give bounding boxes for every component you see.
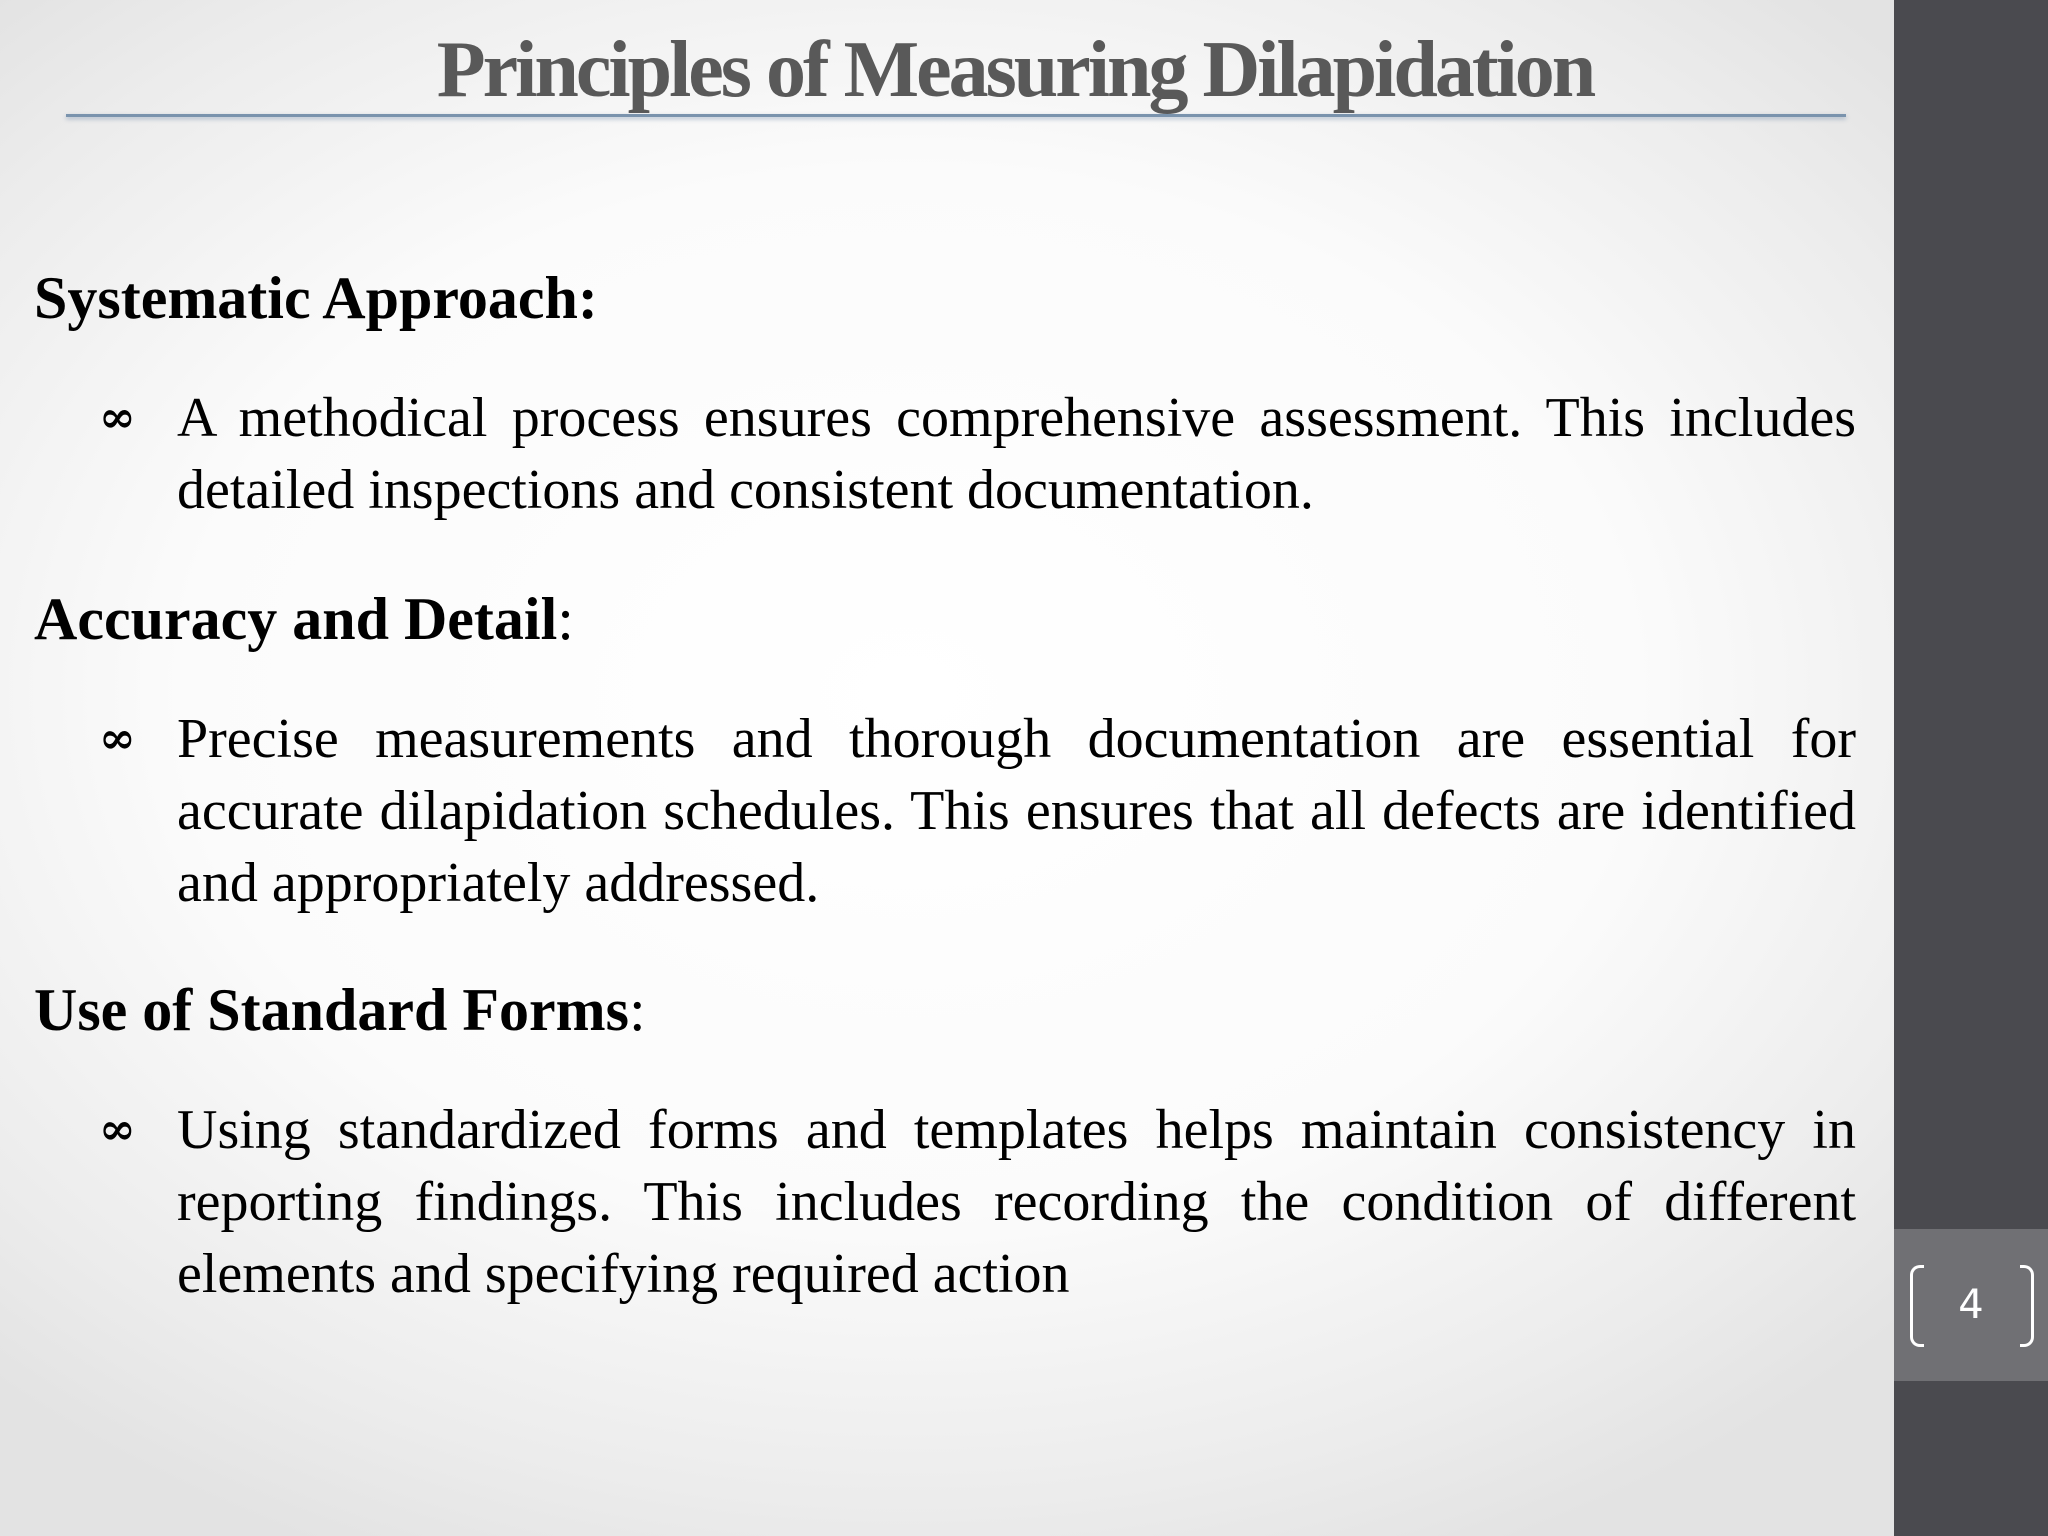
section-accuracy-and-detail: [34, 583, 1856, 919]
bullet-item: [99, 1094, 1856, 1310]
section-use-of-standard-forms: [34, 974, 1856, 1310]
bullet-text: Precise measurements and thorough documentation are essential for accurate dilapidation schedules. This ensures that all defects are identified and appropriately addressed.: [177, 708, 1856, 914]
section-heading: [34, 583, 1856, 655]
section-heading-text: Accuracy and Detail: [34, 586, 558, 652]
section-heading: [34, 262, 1856, 334]
section-heading: [34, 974, 1856, 1046]
section-heading-text: Use of Standard Forms: [34, 977, 629, 1043]
bullet-text: Using standardized forms and templates helps maintain consistency in reporting findings. This includes recording the condition of different elements and specifying required action: [177, 1099, 1856, 1305]
bullet-item: [99, 382, 1856, 526]
page-number-box: [1894, 1229, 2048, 1381]
title-underline: [66, 114, 1846, 117]
bullet-item: [99, 703, 1856, 919]
section-heading-suffix: :: [629, 977, 646, 1043]
section-heading-text: Systematic Approach:: [34, 265, 598, 331]
right-bracket-icon: [2020, 1265, 2034, 1347]
page-number: 4: [1958, 1282, 1984, 1328]
bullet-text: A methodical process ensures comprehensive assessment. This includes detailed inspections and consistent documentation.: [177, 387, 1856, 521]
section-systematic-approach: [34, 262, 1856, 526]
infinity-bullet-icon: ∞: [99, 713, 136, 764]
slide-title: Principles of Measuring Dilapidation: [436, 26, 1594, 114]
section-heading-suffix: :: [557, 586, 574, 652]
infinity-bullet-icon: ∞: [99, 1104, 136, 1155]
infinity-bullet-icon: ∞: [99, 392, 136, 443]
